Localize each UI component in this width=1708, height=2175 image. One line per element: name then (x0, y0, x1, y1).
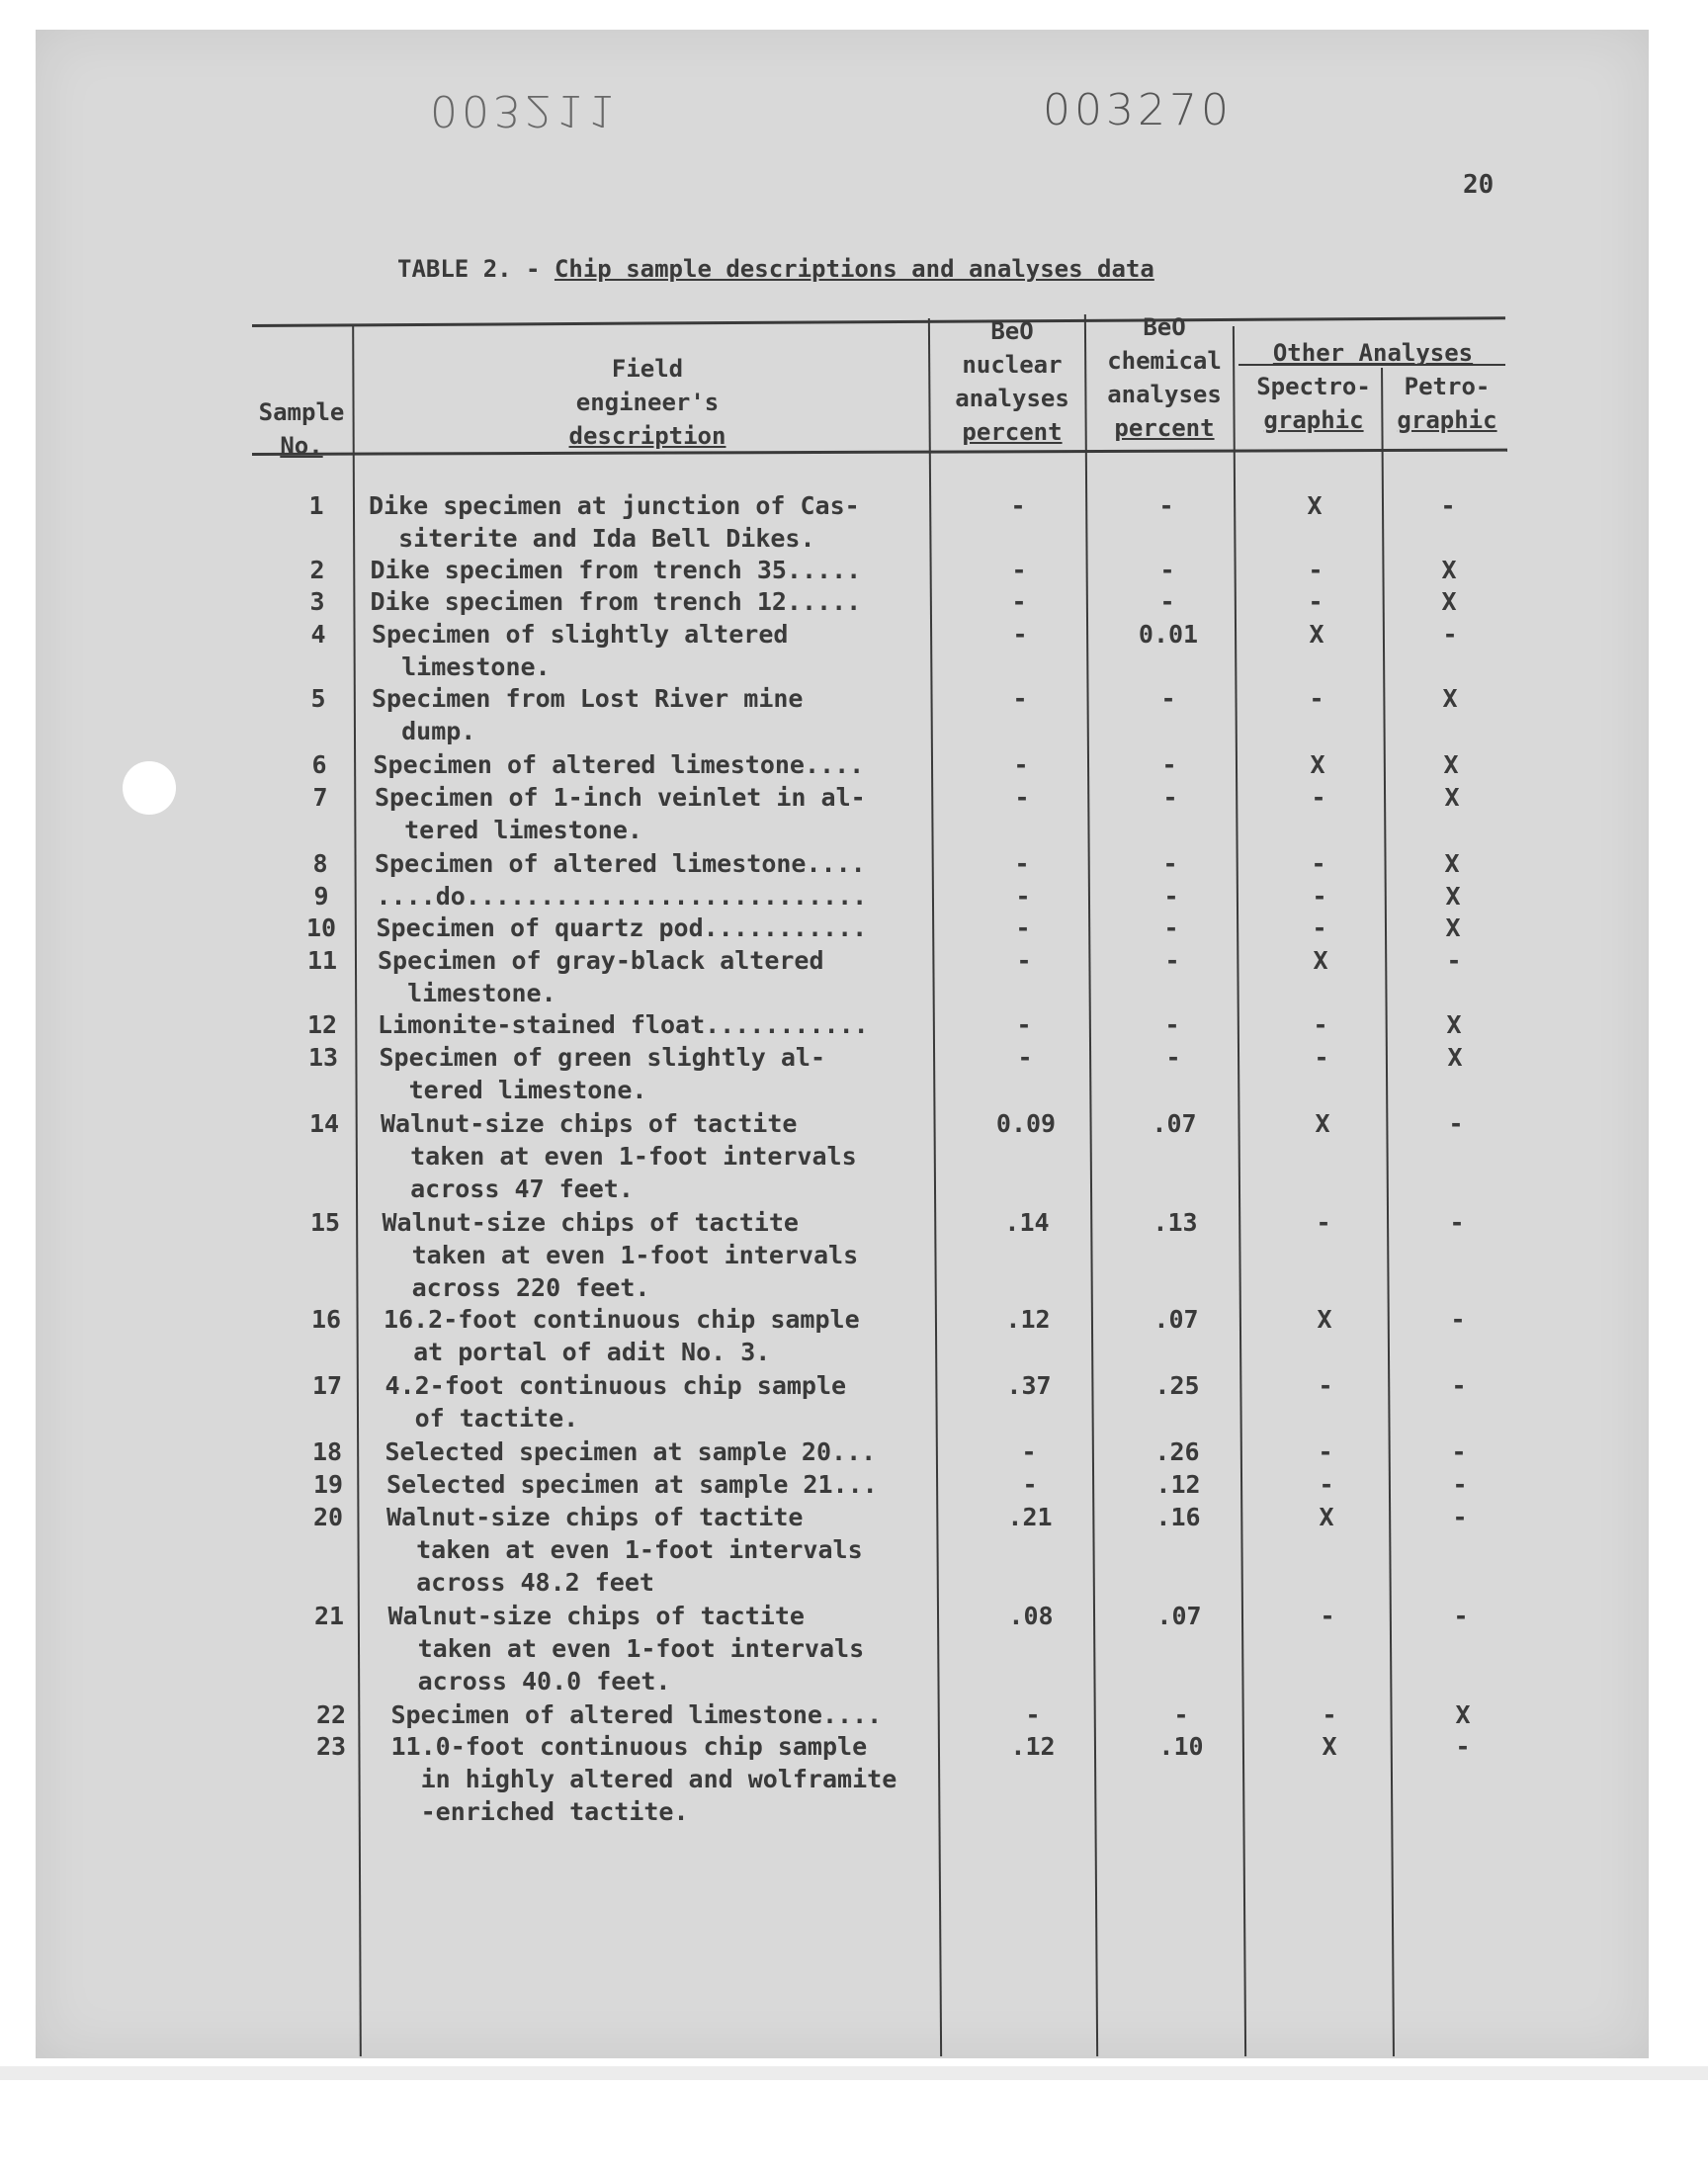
beo-nuclear-value: - (1017, 1043, 1033, 1072)
petrographic-mark: X (1441, 556, 1457, 584)
spectrographic-mark: - (1318, 1371, 1333, 1400)
header-other-analyses: Other Analyses (1272, 339, 1474, 367)
spectrographic-mark: - (1319, 1470, 1334, 1499)
description-line: limestone. (372, 652, 551, 681)
beo-nuclear-value: - (1021, 1437, 1037, 1466)
description-line: across 47 feet. (381, 1174, 634, 1203)
beo-chemical-value: - (1173, 1700, 1189, 1729)
beo-chemical-value: - (1162, 783, 1178, 812)
description-line: Specimen of quartz pod........... (376, 914, 868, 942)
description-line: tered limestone. (375, 816, 642, 844)
description-line: at portal of adit No. 3. (384, 1338, 771, 1366)
description-line: Limonite-stained float........... (378, 1010, 869, 1039)
beo-chemical-value: .07 (1153, 1305, 1199, 1334)
petrographic-mark: - (1452, 1503, 1468, 1531)
description-line: -enriched tactite. (390, 1797, 689, 1826)
description-line: taken at even 1-foot intervals (381, 1142, 857, 1171)
sample-number: 6 (311, 750, 327, 779)
description-line: 4.2-foot continuous chip sample (384, 1371, 847, 1400)
sample-number: 11 (306, 946, 338, 975)
sample-number: 8 (312, 849, 328, 878)
beo-chemical-value: .12 (1155, 1470, 1201, 1499)
beo-chemical-value: - (1162, 849, 1178, 878)
description-line: Specimen from Lost River mine (372, 684, 804, 713)
description-line: Specimen of green slightly al- (379, 1043, 826, 1072)
beo-nuclear-value: - (1014, 783, 1030, 812)
table-title-text: Chip sample descriptions and analyses data (554, 255, 1154, 283)
spectrographic-mark: - (1313, 1010, 1328, 1039)
description-line: Selected specimen at sample 20... (384, 1437, 877, 1466)
beo-nuclear-value: - (1012, 684, 1028, 713)
beo-chemical-value: .10 (1158, 1732, 1204, 1761)
sample-number: 10 (305, 914, 337, 942)
header-beo-chemical: BeO chemical analyses percent (1107, 313, 1222, 442)
description-line: Walnut-size chips of tactite (381, 1109, 798, 1138)
spectrographic-mark: - (1322, 1700, 1337, 1729)
petrographic-mark: - (1449, 1208, 1465, 1237)
spectrographic-mark: - (1312, 882, 1327, 911)
beo-chemical-value: .07 (1156, 1602, 1202, 1630)
petrographic-mark: - (1442, 620, 1458, 649)
spectrographic-mark: - (1311, 849, 1326, 878)
beo-chemical-value: .25 (1154, 1371, 1200, 1400)
description-line: 11.0-foot continuous chip sample (390, 1732, 868, 1761)
petrographic-mark: X (1445, 882, 1461, 911)
spectrographic-mark: - (1312, 914, 1327, 942)
beo-nuclear-value: .21 (1007, 1503, 1053, 1531)
beo-nuclear-value: - (1015, 914, 1031, 942)
sample-number: 13 (307, 1043, 339, 1072)
description-line: Specimen of altered limestone.... (373, 750, 865, 779)
beo-nuclear-value: .37 (1006, 1371, 1052, 1400)
description-line: Specimen of slightly altered (372, 620, 789, 649)
petrographic-mark: X (1445, 914, 1461, 942)
header-spectrographic: Spectro- graphic (1256, 373, 1371, 434)
petrographic-mark: X (1447, 1043, 1463, 1072)
beo-nuclear-value: - (1022, 1470, 1038, 1499)
header-beo-nuclear: BeO nuclear analyses percent (955, 317, 1069, 446)
petrographic-mark: - (1451, 1437, 1467, 1466)
spectrographic-mark: X (1319, 1503, 1334, 1531)
description-line: in highly altered and wolframite (390, 1765, 897, 1793)
sample-number: 4 (310, 620, 326, 649)
beo-nuclear-value: - (1015, 882, 1031, 911)
petrographic-mark: - (1452, 1470, 1468, 1499)
petrographic-mark: X (1444, 783, 1460, 812)
sample-number: 15 (309, 1208, 341, 1237)
scan-edge (0, 2066, 1708, 2080)
spectrographic-mark: - (1314, 1043, 1329, 1072)
sample-number: 2 (309, 556, 325, 584)
beo-chemical-value: .07 (1152, 1109, 1197, 1138)
spectrographic-mark: - (1309, 684, 1324, 713)
beo-chemical-value: - (1164, 946, 1180, 975)
beo-nuclear-value: - (1011, 587, 1027, 616)
sample-number: 19 (312, 1470, 344, 1499)
page-number: 20 (1463, 170, 1494, 200)
description-line: 16.2-foot continuous chip sample (384, 1305, 860, 1334)
beo-nuclear-value: .08 (1008, 1602, 1054, 1630)
stamp-number: 003270 (1043, 85, 1233, 135)
description-line: Selected specimen at sample 21... (386, 1470, 878, 1499)
sample-number: 1 (308, 491, 324, 520)
sample-number: 5 (310, 684, 326, 713)
beo-chemical-value: - (1165, 1043, 1181, 1072)
beo-nuclear-value: - (1012, 620, 1028, 649)
spectrographic-mark: - (1316, 1208, 1331, 1237)
spectrographic-mark: X (1315, 1109, 1330, 1138)
petrographic-mark: X (1442, 684, 1458, 713)
spectrographic-mark: X (1313, 946, 1328, 975)
description-line: Specimen of 1-inch veinlet in al- (375, 783, 866, 812)
description-line: across 48.2 feet (386, 1568, 654, 1597)
beo-nuclear-value: - (1016, 946, 1032, 975)
spectrographic-mark: - (1311, 783, 1326, 812)
beo-chemical-value: - (1164, 1010, 1180, 1039)
spectrographic-mark: - (1318, 1437, 1333, 1466)
spectrographic-mark: X (1322, 1732, 1337, 1761)
petrographic-mark: - (1446, 946, 1462, 975)
description-line: of tactite. (384, 1404, 579, 1433)
petrographic-mark: X (1455, 1700, 1471, 1729)
spectrographic-mark: X (1317, 1305, 1332, 1334)
sample-number: 12 (306, 1010, 338, 1039)
petrographic-mark: - (1448, 1109, 1464, 1138)
table-title-prefix: TABLE 2. - (397, 255, 555, 283)
table-title (397, 255, 1154, 283)
description-line: taken at even 1-foot intervals (382, 1241, 859, 1269)
spectrographic-mark: - (1308, 587, 1324, 616)
sample-number: 17 (311, 1371, 343, 1400)
petrographic-mark: - (1453, 1602, 1469, 1630)
beo-chemical-value: .16 (1155, 1503, 1201, 1531)
description-line: across 40.0 feet. (387, 1667, 671, 1696)
sample-number: 9 (313, 882, 329, 911)
header-sample-no: Sample No. (258, 398, 345, 460)
spectrographic-mark: X (1307, 491, 1323, 520)
sample-number: 7 (312, 783, 328, 812)
beo-nuclear-value: .12 (1005, 1305, 1051, 1334)
beo-nuclear-value: 0.09 (995, 1109, 1057, 1138)
spectrographic-mark: X (1310, 750, 1325, 779)
beo-nuclear-value: - (1013, 750, 1029, 779)
beo-chemical-value: - (1163, 882, 1179, 911)
description-line: limestone. (378, 979, 556, 1007)
description-line: Specimen of gray-black altered (378, 946, 824, 975)
description-line: ....do........................... (376, 882, 868, 911)
beo-chemical-value: - (1159, 556, 1175, 584)
petrographic-mark: - (1455, 1732, 1471, 1761)
beo-nuclear-value: - (1014, 849, 1030, 878)
header-description: Field engineer's description (568, 355, 726, 450)
beo-chemical-value: 0.01 (1138, 620, 1199, 649)
petrographic-mark: X (1441, 587, 1457, 616)
spectrographic-mark: - (1308, 556, 1324, 584)
punch-hole (123, 761, 176, 815)
petrographic-mark: - (1450, 1305, 1466, 1334)
description-line: siterite and Ida Bell Dikes. (369, 524, 815, 553)
petrographic-mark: - (1440, 491, 1456, 520)
stamp-number-mirrored: 003211 (430, 85, 620, 135)
description-line: Dike specimen from trench 35..... (370, 556, 862, 584)
description-line: Walnut-size chips of tactite (382, 1208, 799, 1237)
beo-nuclear-value: - (1016, 1010, 1032, 1039)
description-line: Specimen of altered limestone.... (390, 1700, 883, 1729)
description-line: taken at even 1-foot intervals (386, 1535, 863, 1564)
beo-nuclear-value: - (1010, 491, 1026, 520)
spectrographic-mark: - (1320, 1602, 1335, 1630)
description-line: Dike specimen at junction of Cas- (369, 491, 860, 520)
beo-chemical-value: - (1161, 750, 1177, 779)
description-line: Specimen of altered limestone.... (375, 849, 866, 878)
beo-chemical-value: .26 (1154, 1437, 1200, 1466)
sample-number: 16 (310, 1305, 342, 1334)
beo-nuclear-value: .12 (1010, 1732, 1056, 1761)
petrographic-mark: X (1444, 849, 1460, 878)
description-line: taken at even 1-foot intervals (387, 1634, 865, 1663)
header-petrographic: Petro- graphic (1397, 373, 1497, 434)
sample-number: 22 (315, 1700, 347, 1729)
sample-number: 14 (308, 1109, 340, 1138)
beo-nuclear-value: .14 (1004, 1208, 1050, 1237)
spectrographic-mark: X (1309, 620, 1324, 649)
beo-chemical-value: - (1158, 491, 1174, 520)
description-line: Walnut-size chips of tactite (386, 1503, 804, 1531)
petrographic-mark: X (1443, 750, 1459, 779)
beo-chemical-value: - (1163, 914, 1179, 942)
description-line: tered limestone. (379, 1076, 647, 1104)
petrographic-mark: - (1451, 1371, 1467, 1400)
beo-chemical-value: .13 (1153, 1208, 1198, 1237)
petrographic-mark: X (1446, 1010, 1462, 1039)
description-line: Walnut-size chips of tactite (387, 1602, 805, 1630)
sample-number: 3 (309, 587, 325, 616)
description-line: across 220 feet. (382, 1273, 650, 1302)
beo-nuclear-value: - (1011, 556, 1027, 584)
beo-chemical-value: - (1160, 684, 1176, 713)
beo-chemical-value: - (1159, 587, 1175, 616)
sample-number: 23 (315, 1732, 347, 1761)
description-line: Dike specimen from trench 12..... (370, 587, 862, 616)
beo-nuclear-value: - (1025, 1700, 1041, 1729)
sample-number: 21 (313, 1602, 345, 1630)
description-line: dump. (372, 717, 476, 745)
sample-number: 18 (311, 1437, 343, 1466)
sample-number: 20 (312, 1503, 344, 1531)
